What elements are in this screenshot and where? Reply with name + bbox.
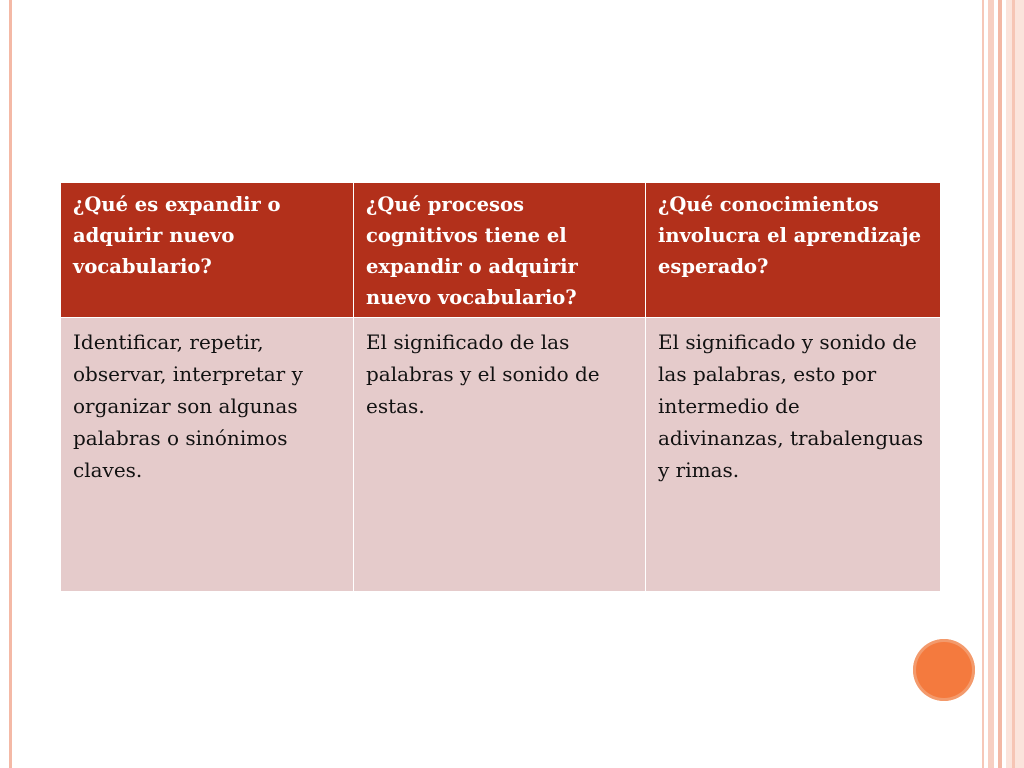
table-cell: El significado y sonido de las palabras, esto por intermedio de adivinanzas, trabalenguas y rimas.: [646, 318, 941, 592]
right-decorative-stripe: [998, 0, 1002, 768]
left-frame-border: [9, 0, 12, 768]
right-decorative-stripe: [988, 0, 994, 768]
right-decorative-stripe: [1012, 0, 1015, 768]
header-cell-procesos: ¿Qué procesos cognitivos tiene el expandir o adquirir nuevo vocabulario?: [354, 183, 646, 318]
table-header-row: [61, 183, 941, 318]
header-cell-expandir: ¿Qué es expandir o adquirir nuevo vocabulario?: [61, 183, 354, 318]
right-decorative-stripe: [1006, 0, 1024, 768]
header-cell-conocimientos: ¿Qué conocimientos involucra el aprendizaje esperado?: [646, 183, 941, 318]
table-cell: Identificar, repetir, observar, interpretar y organizar son algunas palabras o sinónimos claves.: [61, 318, 354, 592]
table-cell: El significado de las palabras y el sonido de estas.: [354, 318, 646, 592]
right-decorative-stripe: [982, 0, 984, 768]
orange-circle-decoration: [913, 639, 975, 701]
content-table: [60, 182, 941, 592]
table-row: [61, 318, 941, 592]
